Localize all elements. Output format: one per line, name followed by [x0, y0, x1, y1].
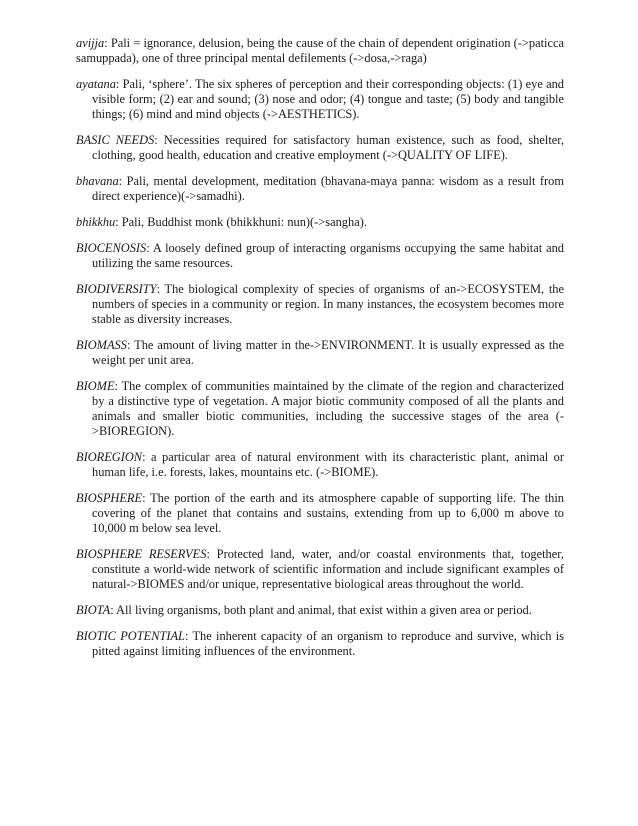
entry-definition: : The amount of living matter in the->ENVIRONMENT. It is usually expressed as the weight per unit area. — [92, 338, 564, 367]
entry-biotic-potential — [76, 629, 564, 659]
entry-definition: : Pali, Buddhist monk (bhikkhuni: nun)(->sangha). — [115, 215, 367, 229]
entry-term: BIOTA — [76, 603, 111, 617]
entry-avijja — [76, 36, 564, 66]
entry-term: BIOCENOSIS — [76, 241, 147, 255]
entry-definition: : The portion of the earth and its atmosphere capable of supporting life. The thin covering of the planet that contains and sustains, extending from up to 6,000 m above to 10,000 m below sea level. — [92, 491, 564, 535]
entry-biocenosis — [76, 241, 564, 271]
entry-term: BIOREGION — [76, 450, 143, 464]
entry-biota — [76, 603, 564, 618]
entry-definition: : Pali, mental development, meditation (bhavana-maya panna: wisdom as a result from direct experience)(->samadhi). — [92, 174, 564, 203]
entry-term: BIODIVERSITY — [76, 282, 157, 296]
entry-definition: : The complex of communities maintained by the climate of the region and characterized by a distinctive type of vegetation. A major biotic community composed of all the plants and animals and smaller biotic communities, including the successive stages of the area (->BIOREGION). — [92, 379, 564, 438]
entry-basic-needs — [76, 133, 564, 163]
entry-biodiversity — [76, 282, 564, 327]
entry-biosphere — [76, 491, 564, 536]
entry-term: bhikkhu — [76, 215, 116, 229]
glossary-page — [76, 36, 564, 670]
entry-definition: : a particular area of natural environment with its characteristic plant, animal or human life, i.e. forests, lakes, mountains etc. (->BIOME). — [92, 450, 564, 479]
entry-definition: : Necessities required for satisfactory human existence, such as food, shelter, clothing, good health, education and creative employment (->QUALITY OF LIFE). — [92, 133, 564, 162]
entry-definition: : Pali = ignorance, delusion, being the cause of the chain of dependent origination (->paticca samuppada), one of three principal mental defilements (->dosa,->raga) — [76, 36, 564, 65]
entry-biome — [76, 379, 564, 439]
entry-term: avijja — [76, 36, 105, 50]
entry-term: ayatana — [76, 77, 116, 91]
entry-bhikkhu — [76, 215, 564, 230]
entry-biosphere-reserves — [76, 547, 564, 592]
entry-term: BIOME — [76, 379, 115, 393]
entry-term: BIOMASS — [76, 338, 127, 352]
entry-definition: : The inherent capacity of an organism to reproduce and survive, which is pitted against limiting influences of the environment. — [92, 629, 564, 658]
entry-term: BIOTIC POTENTIAL — [76, 629, 185, 643]
entry-term: BIOSPHERE RESERVES — [76, 547, 207, 561]
entry-definition: : All living organisms, both plant and animal, that exist within a given area or period. — [110, 603, 532, 617]
entry-ayatana — [76, 77, 564, 122]
entry-bioregion — [76, 450, 564, 480]
entry-term: BIOSPHERE — [76, 491, 143, 505]
entry-definition: : A loosely defined group of interacting organisms occupying the same habitat and utilizing the same resources. — [92, 241, 564, 270]
entry-biomass — [76, 338, 564, 368]
entry-term: BASIC NEEDS — [76, 133, 155, 147]
entry-definition: : Pali, ‘sphere’. The six spheres of perception and their corresponding objects: (1) eye and visible form; (2) ear and sound; (3) nose and odor; (4) tongue and taste; (5) body and tangible things; (6) mind and mind objects (->AESTHETICS). — [92, 77, 564, 121]
entry-definition: : Protected land, water, and/or coastal environments that, together, constitute a world-wide network of scientific information and include significant examples of natural->BIOMES and/or unique, representative biological areas throughout the world. — [92, 547, 564, 591]
entry-term: bhavana — [76, 174, 119, 188]
entry-bhavana — [76, 174, 564, 204]
entry-definition: : The biological complexity of species of organisms of an->ECOSYSTEM, the numbers of species in a community or region. In many instances, the ecosystem becomes more stable as diversity increases. — [92, 282, 564, 326]
